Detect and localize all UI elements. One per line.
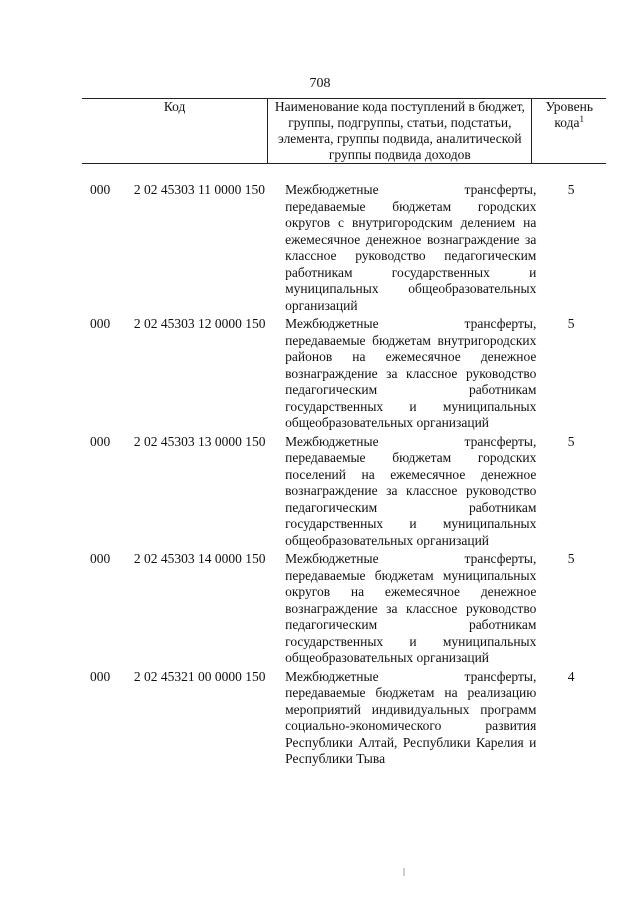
income-code: 2 02 45303 11 0000 150 [133, 182, 265, 197]
header-level-label: Уровень кода [545, 99, 593, 130]
admin-code: 000 [90, 668, 111, 684]
header-level-footnote: 1 [579, 114, 585, 124]
income-name: Межбюджетные трансферты, передаваемые бюджетам городских округов с внутригородским делением на ежемесячное денежное вознаграждение за классное руководство педагогическим работникам государственных и муниципальных общеобразовательных организаций [285, 182, 537, 313]
income-code: 2 02 45321 00 0000 150 [133, 668, 266, 684]
income-name: Межбюджетные трансферты, передаваемые бюджетам на реализацию мероприятий индивидуальных программ социально-экономического развития Республики Алтай, Республики Карелия и Республики Тыва [285, 668, 537, 766]
income-code: 2 02 45303 12 0000 150 [133, 316, 266, 331]
income-codes-table [82, 182, 606, 770]
scan-artifact [403, 868, 405, 876]
table-row [82, 669, 606, 770]
table-row [82, 434, 606, 552]
page-number: 708 [309, 76, 331, 91]
admin-code: 000 [90, 551, 111, 566]
code-level: 4 [567, 668, 575, 684]
admin-code: 000 [90, 433, 111, 449]
table-row [82, 316, 606, 434]
admin-code: 000 [90, 182, 111, 197]
code-level: 5 [567, 182, 575, 197]
table-row [82, 182, 606, 316]
income-name: Межбюджетные трансферты, передаваемые бюджетам муниципальных округов на ежемесячное денежное вознаграждение за классное руководство педагогическим работникам государственных и муниципальных общеобразовательных организаций [285, 551, 537, 665]
header-level [532, 99, 606, 164]
income-code: 2 02 45303 13 0000 150 [133, 433, 266, 449]
code-level: 5 [567, 316, 575, 331]
income-code: 2 02 45303 14 0000 150 [133, 551, 266, 566]
header-name: Наименование кода поступлений в бюджет, группы, подгруппы, статьи, подстатьи, элемента, группы подвида, аналитической группы подвида доходов [268, 99, 532, 164]
code-level: 5 [567, 551, 575, 566]
table-row [82, 551, 606, 669]
admin-code: 000 [90, 316, 111, 331]
table-header [82, 98, 606, 164]
header-code: Код [82, 99, 268, 164]
income-name: Межбюджетные трансферты, передаваемые бюджетам городских поселений на ежемесячное денежное вознаграждение за классное руководство педагогическим работникам государственных и муниципальных общеобразовательных организаций [285, 433, 537, 548]
code-level: 5 [567, 433, 575, 449]
header-row [82, 99, 606, 164]
income-name: Межбюджетные трансферты, передаваемые бюджетам внутригородских районов на ежемесячное денежное вознаграждение за классное руководство педагогическим работникам государственных и муниципальных общеобразовательных организаций [285, 316, 537, 430]
